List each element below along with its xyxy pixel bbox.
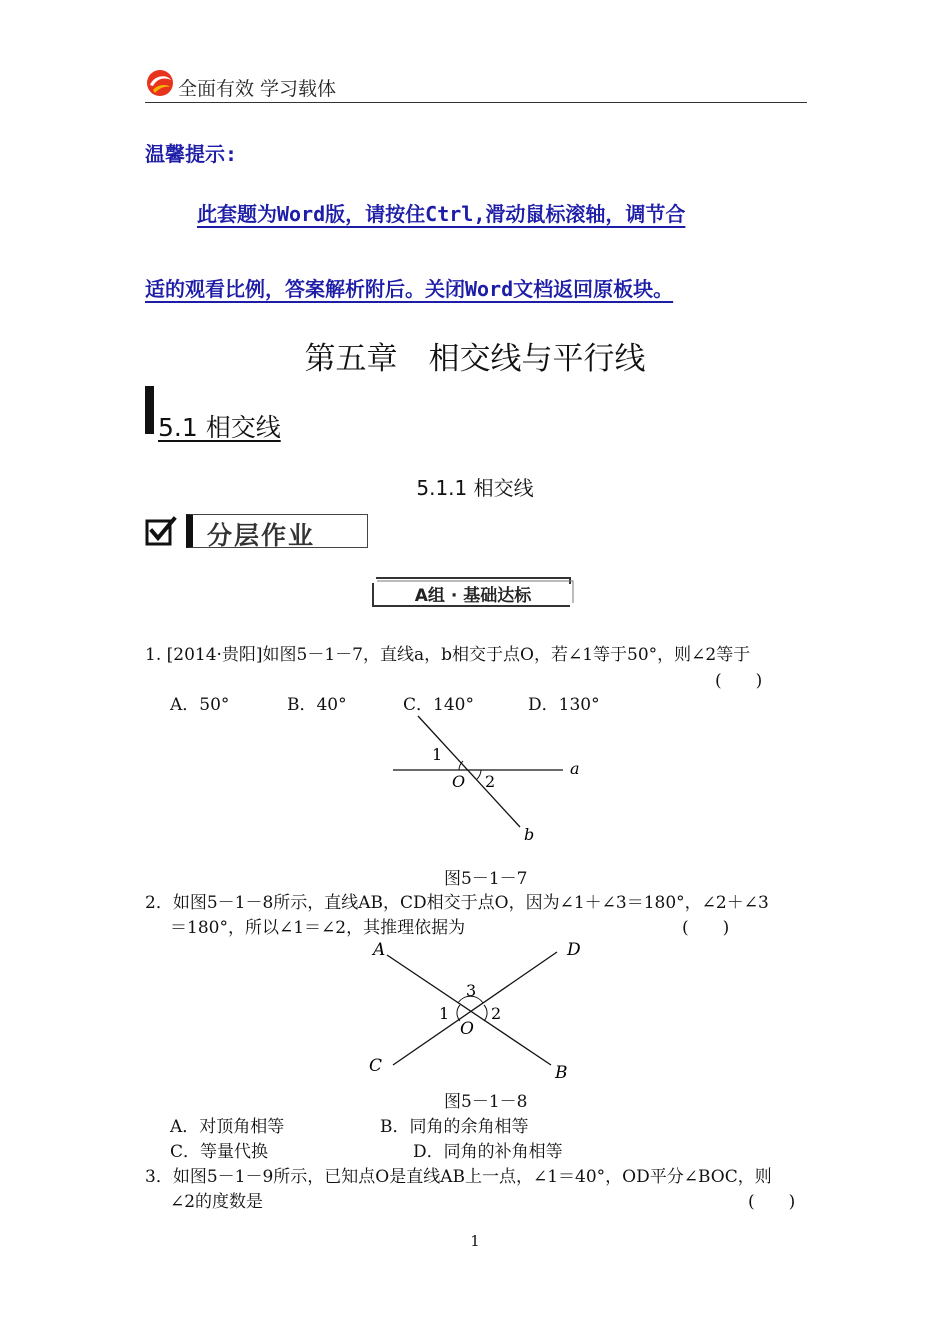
question-2-answer-bracket[interactable]: ( ) [682, 918, 730, 938]
point-a-label: A [373, 940, 386, 960]
group-badge [372, 577, 574, 607]
tip-line-2: 适的观看比例，答案解析附后。关闭Word文档返回原板块。 [145, 277, 674, 301]
point-o-label: O [460, 1019, 474, 1039]
angle-2-arc [484, 1005, 487, 1021]
point-c-label: C [369, 1056, 383, 1076]
line-b [418, 716, 520, 827]
angle-2-arc [477, 770, 481, 779]
question-2-option-a[interactable]: A．对顶角相等 [170, 1117, 285, 1137]
question-3-stem-line-2: ∠2的度数是 [170, 1192, 264, 1212]
checkbox-checked-icon [145, 516, 177, 548]
subsection-title: 5.1.1 相交线 [416, 476, 534, 500]
point-b-label: B [555, 1063, 568, 1083]
question-2-option-d[interactable]: D．同角的补角相等 [413, 1142, 563, 1162]
angle-2-label: 2 [485, 772, 496, 791]
chapter-title: 第五章 相交线与平行线 [304, 341, 646, 377]
homework-banner [186, 514, 368, 548]
question-3-answer-bracket[interactable]: ( ) [748, 1192, 796, 1212]
line-cd [393, 952, 557, 1065]
question-2-stem-line-2: ＝180°，所以∠1＝∠2，其推理依据为 [170, 918, 466, 938]
figure-5-1-7 [390, 712, 590, 852]
question-1-option-a[interactable]: A．50° [170, 695, 230, 715]
tip-title: 温馨提示: [145, 142, 238, 166]
point-o-label: O [452, 772, 466, 791]
question-2-stem-line-1: 2．如图5－1－8所示，直线AB，CD相交于点O，因为∠1＋∠3＝180°，∠2＋∠3 [145, 893, 769, 913]
header-slogan: 全面有效 学习载体 [178, 78, 337, 100]
page-number: 1 [470, 1232, 480, 1250]
angle-3-label: 3 [466, 981, 477, 1000]
line-a-label: a [570, 759, 580, 778]
tip-line-1: 此套题为Word版，请按住Ctrl,滑动鼠标滚轴，调节合 [197, 202, 686, 226]
question-1-option-d[interactable]: D．130° [528, 695, 600, 715]
figure-5-1-8 [365, 935, 590, 1085]
question-3-stem-line-1: 3．如图5－1－9所示，已知点O是直线AB上一点，∠1＝40°，OD平分∠BOC，则 [145, 1167, 772, 1187]
figure-5-1-7-caption: 图5－1－7 [444, 869, 528, 889]
section-marker-bar [145, 386, 154, 434]
question-2-option-c[interactable]: C．等量代换 [170, 1142, 269, 1162]
figure-5-1-8-caption: 图5－1－8 [444, 1092, 528, 1112]
line-b-label: b [524, 825, 535, 844]
question-1-option-b[interactable]: B．40° [287, 695, 347, 715]
line-ab [387, 955, 551, 1065]
angle-1-label: 1 [439, 1004, 450, 1023]
homework-label: 分层作业 [207, 521, 316, 550]
point-d-label: D [567, 940, 581, 960]
angle-1-label: 1 [432, 745, 443, 764]
page-header [145, 68, 807, 103]
angle-2-label: 2 [491, 1004, 502, 1023]
question-1-answer-bracket[interactable]: ( ) [715, 671, 763, 691]
question-2-option-b[interactable]: B．同角的余角相等 [380, 1117, 529, 1137]
question-1-stem: 1. [2014·贵阳]如图5－1－7，直线a，b相交于点O，若∠1等于50°，则∠2等于 [145, 645, 751, 665]
section-title: 5.1 相交线 [158, 413, 281, 442]
question-1-option-c[interactable]: C．140° [403, 695, 474, 715]
brand-logo-icon [145, 68, 175, 98]
group-label: A组 · 基础达标 [414, 586, 532, 606]
